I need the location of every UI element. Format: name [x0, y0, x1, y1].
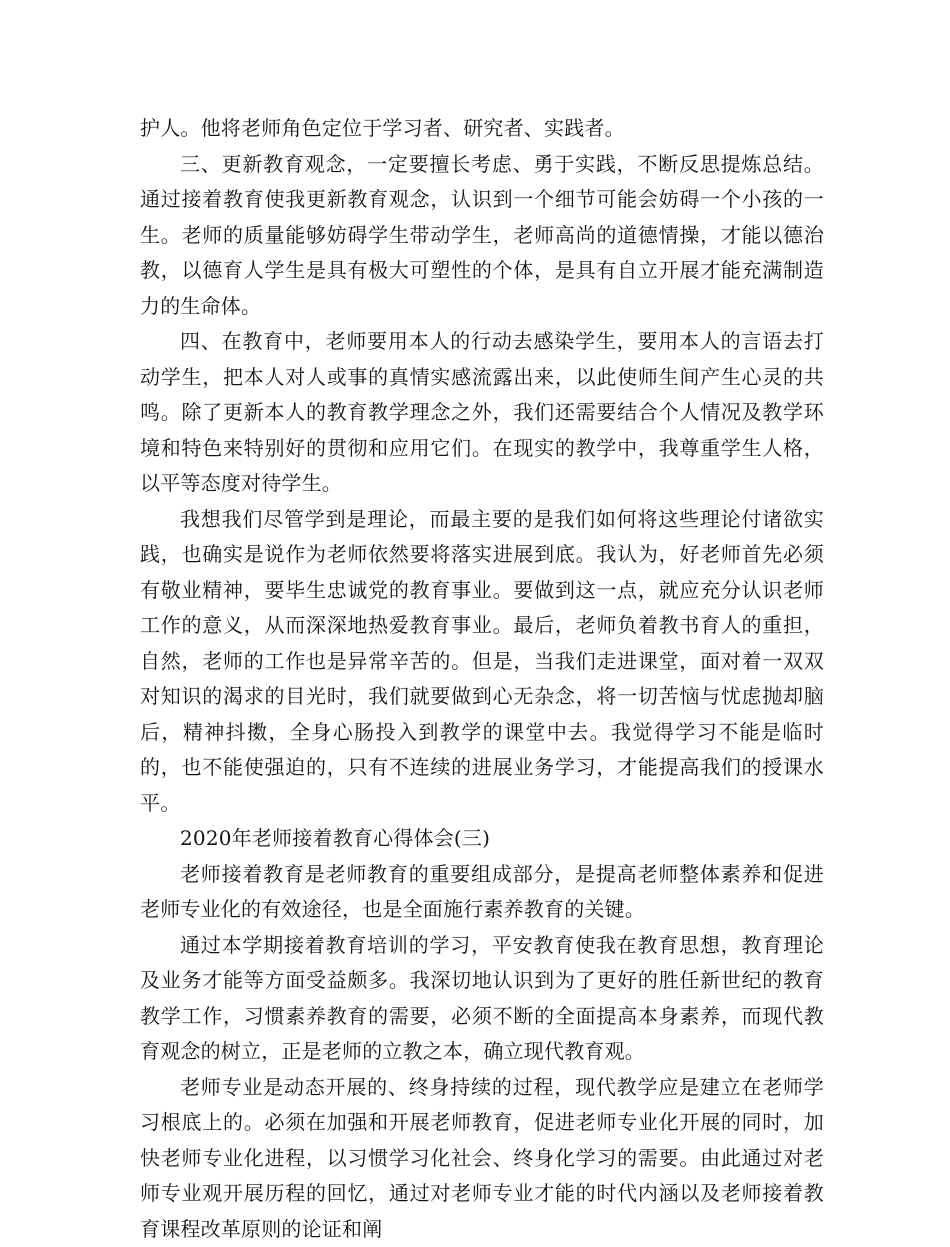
paragraph-4: 我想我们尽管学到是理论，而最主要的是我们如何将这些理论付诸欲实践，也确实是说作为老师依然要将落实进展到底。我认为，好老师首先必须有敬业精神，要毕生忠诚党的教育事业。要做到这一点，就应充分认识老师工作的意义，从而深深地热爱教育事业。最后，老师负着教书育人的重担，自然，老师的工作也是异常辛苦的。但是，当我们走进课堂，面对着一双双对知识的渴求的目光时，我们就要做到心无杂念，将一切苦恼与忧虑抛却脑后，精神抖擞，全身心肠投入到教学的课堂中去。我觉得学习不能是临时的，也不能使强迫的，只有不连续的进展业务学习，才能提高我们的授课水平。: [140, 502, 824, 822]
paragraph-7: 老师专业是动态开展的、终身持续的过程，现代教学应是建立在老师学习根底上的。必须在加强和开展老师教育，促进老师专业化开展的同时，加快老师专业化进程，以习惯学习化社会、终身化学习的需要。由此通过对老师专业观开展历程的回忆，通过对老师专业才能的时代内涵以及老师接着教育课程改革原则的论证和阐: [140, 1070, 824, 1247]
paragraph-3: 四、在教育中，老师要用本人的行动去感染学生，要用本人的言语去打动学生，把本人对人或事的真情实感流露出来，以此使师生间产生心灵的共鸣。除了更新本人的教育教学理念之外，我们还需要结合个人情况及教学环境和特色来特别好的贯彻和应用它们。在现实的教学中，我尊重学生人格，以平等态度对待学生。: [140, 324, 824, 502]
paragraph-2: 三、更新教育观念，一定要擅长考虑、勇于实践，不断反思提炼总结。通过接着教育使我更新教育观念，认识到一个细节可能会妨碍一个小孩的一生。老师的质量能够妨碍学生带动学生，老师高尚的道德情操，才能以德治教，以德育人学生是具有极大可塑性的个体，是具有自立开展才能充满制造力的生命体。: [140, 147, 824, 325]
paragraph-5: 老师接着教育是老师教育的重要组成部分，是提高老师整体素养和促进老师专业化的有效途径，也是全面施行素养教育的关键。: [140, 857, 824, 928]
paragraph-1: 护人。他将老师角色定位于学习者、研究者、实践者。: [140, 111, 824, 147]
section-heading: 2020年老师接着教育心得体会(三): [140, 821, 824, 857]
document-page: [140, 111, 824, 1247]
paragraph-6: 通过本学期接着教育培训的学习，平安教育使我在教育思想，教育理论及业务才能等方面受益颇多。我深切地认识到为了更好的胜任新世纪的教育教学工作，习惯素养教育的需要，必须不断的全面提高本身素养，而现代教育观念的树立，正是老师的立教之本，确立现代教育观。: [140, 928, 824, 1070]
